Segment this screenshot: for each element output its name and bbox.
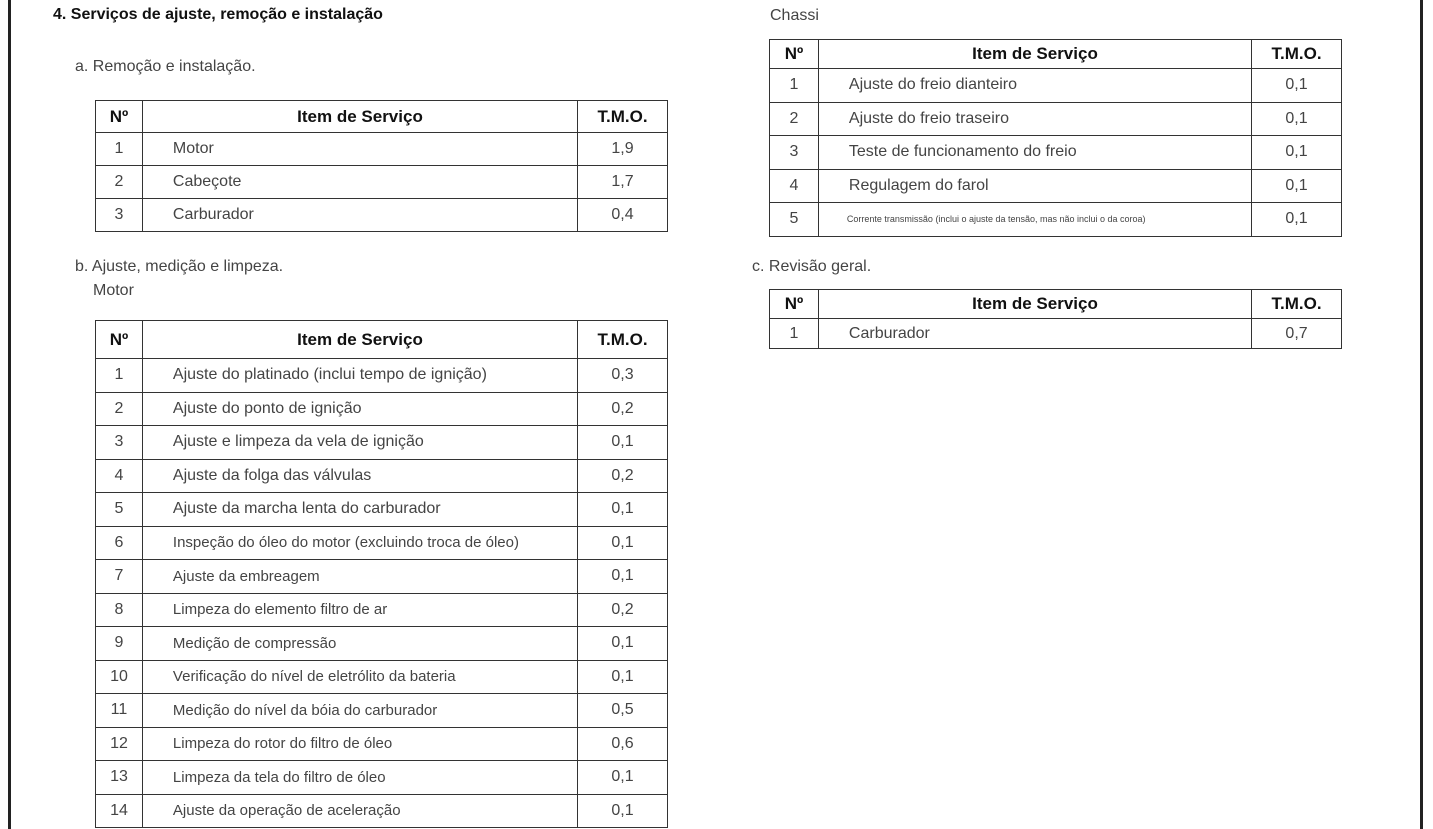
subsection-b-label: b. Ajuste, medição e limpeza.: [75, 258, 284, 275]
row-tmo: 0,1: [578, 761, 668, 795]
row-item: Ajuste da folga das válvulas: [142, 459, 577, 493]
row-number: 1: [96, 133, 143, 166]
row-item: Ajuste da operação de aceleração: [142, 794, 577, 828]
page-border-right: [1420, 0, 1423, 829]
subsection-a-label: a. Remoção e instalação.: [75, 58, 256, 75]
row-item: Ajuste do platinado (inclui tempo de ignição): [142, 359, 577, 393]
row-number: 13: [96, 761, 143, 795]
table-row: [96, 359, 668, 393]
row-number: 11: [96, 694, 143, 728]
header-item: Item de Serviço: [142, 101, 577, 133]
subsection-b-motor-label: Motor: [93, 282, 134, 299]
row-item: Motor: [142, 133, 577, 166]
row-number: 1: [96, 359, 143, 393]
table-header-row: [96, 101, 668, 133]
chassi-label: Chassi: [770, 7, 819, 24]
table-header-row: [770, 290, 1342, 319]
row-number: 5: [96, 493, 143, 527]
row-item: Ajuste da marcha lenta do carburador: [142, 493, 577, 527]
row-number: 4: [770, 169, 819, 203]
row-tmo: 0,3: [578, 359, 668, 393]
row-tmo: 0,1: [1252, 136, 1342, 170]
table-row: [96, 727, 668, 761]
row-number: 3: [96, 199, 143, 232]
header-number: Nº: [96, 101, 143, 133]
header-number: Nº: [96, 321, 143, 359]
row-item: Carburador: [142, 199, 577, 232]
header-item: Item de Serviço: [818, 40, 1251, 69]
table-row: [770, 169, 1342, 203]
row-number: 10: [96, 660, 143, 694]
row-tmo: 0,2: [578, 593, 668, 627]
table-row: [96, 593, 668, 627]
table-removal-installation: [95, 100, 668, 232]
row-number: 9: [96, 627, 143, 661]
table-row: [770, 319, 1342, 349]
table-row: [96, 459, 668, 493]
row-number: 3: [770, 136, 819, 170]
row-tmo: 0,1: [1252, 203, 1342, 237]
row-number: 2: [96, 166, 143, 199]
row-tmo: 0,1: [578, 660, 668, 694]
table-row: [96, 493, 668, 527]
row-item: Carburador: [818, 319, 1251, 349]
row-tmo: 0,2: [578, 459, 668, 493]
row-item: Ajuste do freio traseiro: [818, 102, 1251, 136]
row-item: Ajuste do freio dianteiro: [818, 69, 1251, 103]
row-tmo: 0,1: [578, 560, 668, 594]
table-row: [770, 69, 1342, 103]
row-number: 3: [96, 426, 143, 460]
table-header-row: [96, 321, 668, 359]
row-tmo: 0,1: [578, 627, 668, 661]
row-tmo: 0,6: [578, 727, 668, 761]
table-overhaul: [769, 289, 1342, 349]
row-item: Ajuste e limpeza da vela de ignição: [142, 426, 577, 460]
row-number: 2: [96, 392, 143, 426]
row-number: 1: [770, 319, 819, 349]
page-border-left: [8, 0, 11, 829]
row-tmo: 1,9: [578, 133, 668, 166]
row-item: Medição de compressão: [142, 627, 577, 661]
table-row: [770, 136, 1342, 170]
row-tmo: 0,1: [578, 426, 668, 460]
header-item: Item de Serviço: [818, 290, 1251, 319]
header-tmo: T.M.O.: [578, 101, 668, 133]
row-number: 2: [770, 102, 819, 136]
table-row: [96, 694, 668, 728]
header-item: Item de Serviço: [142, 321, 577, 359]
table-adjustment-motor: [95, 320, 668, 828]
header-tmo: T.M.O.: [578, 321, 668, 359]
table-row: [96, 392, 668, 426]
subsection-c-label: c. Revisão geral.: [752, 258, 872, 275]
row-tmo: 0,5: [578, 694, 668, 728]
row-number: 6: [96, 526, 143, 560]
row-tmo: 0,1: [1252, 69, 1342, 103]
header-tmo: T.M.O.: [1252, 290, 1342, 319]
row-tmo: 0,4: [578, 199, 668, 232]
row-number: 14: [96, 794, 143, 828]
table-row: [96, 426, 668, 460]
row-tmo: 0,2: [578, 392, 668, 426]
row-item: Limpeza do elemento filtro de ar: [142, 593, 577, 627]
row-tmo: 0,1: [578, 493, 668, 527]
row-tmo: 0,1: [1252, 169, 1342, 203]
table-row: [96, 199, 668, 232]
table-row: [96, 133, 668, 166]
table-row: [96, 560, 668, 594]
row-tmo: 1,7: [578, 166, 668, 199]
row-item: Ajuste do ponto de ignição: [142, 392, 577, 426]
table-header-row: [770, 40, 1342, 69]
table-adjustment-chassi: [769, 39, 1342, 237]
row-item: Teste de funcionamento do freio: [818, 136, 1251, 170]
table-row: [770, 203, 1342, 237]
header-tmo: T.M.O.: [1252, 40, 1342, 69]
table-row: [96, 794, 668, 828]
table-row: [96, 166, 668, 199]
row-number: 1: [770, 69, 819, 103]
row-item: Inspeção do óleo do motor (excluindo troca de óleo): [142, 526, 577, 560]
header-number: Nº: [770, 40, 819, 69]
row-item: Verificação do nível de eletrólito da bateria: [142, 660, 577, 694]
row-item: Limpeza da tela do filtro de óleo: [142, 761, 577, 795]
row-number: 4: [96, 459, 143, 493]
table-row: [96, 526, 668, 560]
table-row: [96, 660, 668, 694]
row-item: Ajuste da embreagem: [142, 560, 577, 594]
row-tmo: 0,7: [1252, 319, 1342, 349]
row-item: Corrente transmissão (inclui o ajuste da tensão, mas não inclui o da coroa): [818, 203, 1251, 237]
row-number: 7: [96, 560, 143, 594]
header-number: Nº: [770, 290, 819, 319]
row-tmo: 0,1: [1252, 102, 1342, 136]
row-number: 8: [96, 593, 143, 627]
table-row: [770, 102, 1342, 136]
row-item: Cabeçote: [142, 166, 577, 199]
row-tmo: 0,1: [578, 794, 668, 828]
table-row: [96, 761, 668, 795]
row-number: 12: [96, 727, 143, 761]
row-tmo: 0,1: [578, 526, 668, 560]
section-title: 4. Serviços de ajuste, remoção e instalação: [53, 6, 383, 23]
table-row: [96, 627, 668, 661]
row-number: 5: [770, 203, 819, 237]
row-item: Limpeza do rotor do filtro de óleo: [142, 727, 577, 761]
row-item: Regulagem do farol: [818, 169, 1251, 203]
row-item: Medição do nível da bóia do carburador: [142, 694, 577, 728]
